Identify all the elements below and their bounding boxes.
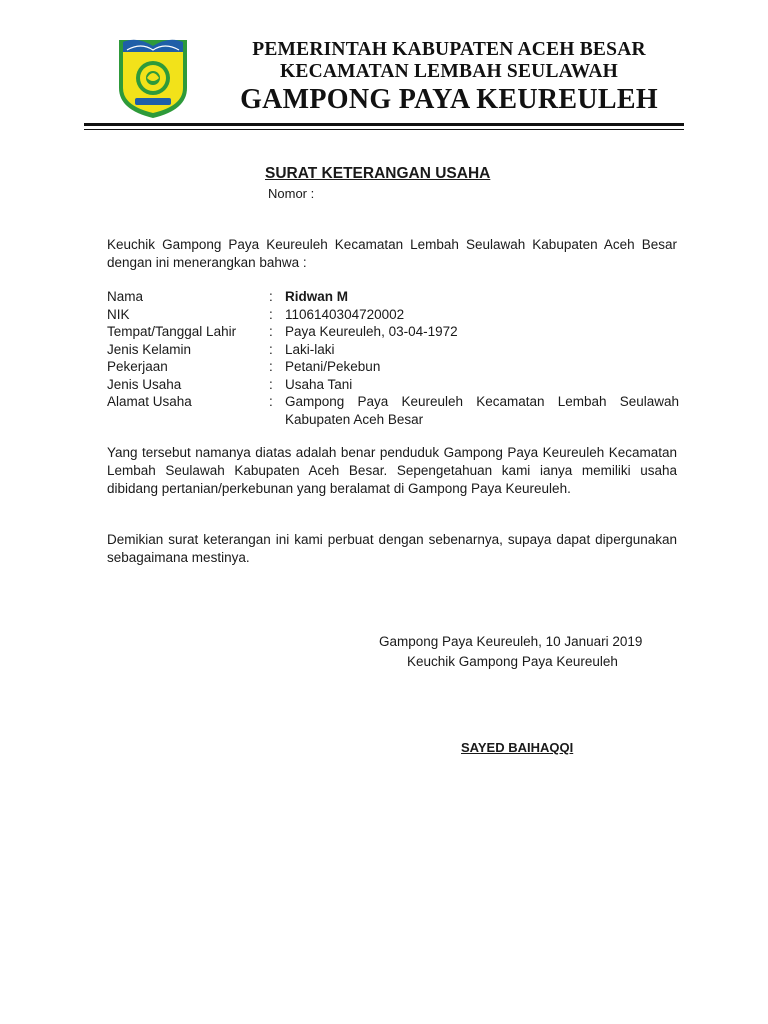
field-separator: :: [269, 394, 273, 409]
field-separator: :: [269, 359, 273, 374]
letterhead-divider-thin: [84, 129, 684, 130]
field-label: Alamat Usaha: [107, 394, 192, 409]
field-row-jenis-kelamin: [107, 341, 679, 359]
field-row-jenis-usaha: [107, 376, 679, 394]
signature-name: SAYED BAIHAQQI: [461, 740, 574, 755]
field-separator: :: [269, 289, 273, 304]
field-label: NIK: [107, 306, 130, 322]
identity-fields: [107, 288, 679, 428]
field-value-jenis-usaha: Usaha Tani: [285, 376, 353, 392]
field-row-alamat-usaha: [107, 393, 679, 428]
signature-title: Keuchik Gampong Paya Keureuleh: [407, 654, 618, 669]
field-row-nik: [107, 306, 679, 324]
field-row-pekerjaan: [107, 358, 679, 376]
field-value-jenis-kelamin: Laki-laki: [285, 341, 335, 357]
document-number: Nomor :: [268, 186, 315, 201]
letterhead-government: PEMERINTAH KABUPATEN ACEH BESAR: [252, 39, 646, 60]
letterhead-divider-thick: [84, 123, 684, 126]
field-row-ttl: [107, 323, 679, 341]
field-value-nama: Ridwan M: [285, 289, 348, 304]
field-value-alamat-usaha: Gampong Paya Keureuleh Kecamatan Lembah Seulawah Kabupaten Aceh Besar: [285, 394, 679, 427]
opening-paragraph: Keuchik Gampong Paya Keureuleh Kecamatan Lembah Seulawah Kabupaten Aceh Besar dengan ini menerangkan bahwa :: [107, 237, 677, 270]
signature-place-date: Gampong Paya Keureuleh, 10 Januari 2019: [379, 634, 643, 649]
field-label: Jenis Usaha: [107, 376, 182, 392]
letterhead-district: KECAMATAN LEMBAH SEULAWAH: [280, 61, 618, 82]
letterhead-village: GAMPONG PAYA KEUREULEH: [240, 84, 658, 115]
field-value-pekerjaan: Petani/Pekebun: [285, 359, 381, 374]
field-separator: :: [269, 376, 273, 392]
field-label: Tempat/Tanggal Lahir: [107, 324, 237, 339]
field-label: Pekerjaan: [107, 359, 168, 374]
field-separator: :: [269, 306, 273, 322]
statement-paragraph: Yang tersebut namanya diatas adalah benar penduduk Gampong Paya Keureuleh Kecamatan Lembah Seulawah Kabupaten Aceh Besar. Sepengetahuan kami ianya memiliki usaha dibidang pertanian/perkebunan yang beralamat di Gampong Paya Keureuleh.: [107, 445, 677, 496]
closing-paragraph: Demikian surat keterangan ini kami perbuat dengan sebenarnya, supaya dapat dipergunakan sebagaimana mestinya.: [107, 532, 677, 565]
field-separator: :: [269, 341, 273, 357]
document-title: SURAT KETERANGAN USAHA: [265, 165, 491, 182]
field-label: Jenis Kelamin: [107, 341, 192, 357]
field-separator: :: [269, 324, 273, 339]
field-label: Nama: [107, 289, 144, 304]
field-row-nama: [107, 288, 679, 306]
field-value-nik: 1106140304720002: [285, 306, 405, 322]
field-value-ttl: Paya Keureuleh, 03-04-1972: [285, 324, 458, 339]
